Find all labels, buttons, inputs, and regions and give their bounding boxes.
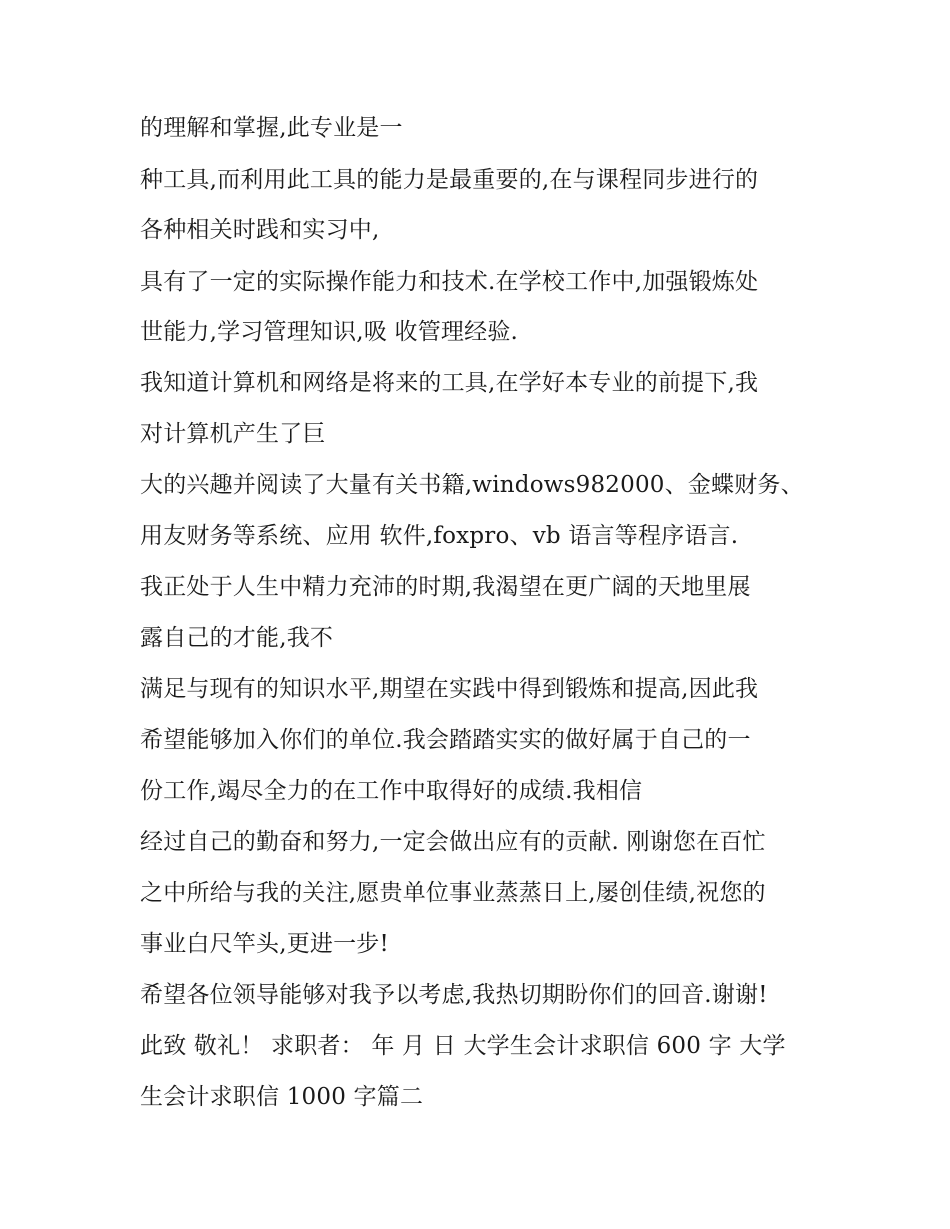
text-line: 的理解和掌握,此专业是一 (140, 115, 403, 141)
text-line: 世能力,学习管理知识,吸 收管理经验. (140, 319, 519, 345)
text-line: 露自己的才能,我不 (140, 625, 334, 651)
text-line: 种工具,而利用此工具的能力是最重要的,在与课程同步进行的 (140, 167, 759, 193)
text-line: 事业白尺竿头,更进一步! (140, 931, 389, 957)
text-line: 具有了一定的实际操作能力和技术.在学校工作中,加强锻炼处 (140, 269, 759, 295)
text-line: 此致 敬礼！ 求职者： 年 月 日 大学生会计求职信 600 字 大学 (140, 1033, 786, 1059)
text-line: 满足与现有的知识水平,期望在实践中得到锻炼和提高,因此我 (140, 676, 759, 702)
text-line: 希望各位领导能够对我予以考虑,我热切期盼你们的回音.谢谢! (140, 982, 768, 1008)
text-line: 各种相关时践和实习中, (140, 217, 380, 243)
text-line: 希望能够加入你们的单位.我会踏踏实实的做好属于自己的一 (140, 727, 751, 753)
text-line: 大的兴趣并阅读了大量有关书籍,windows982000、金蝶财务、 (140, 472, 804, 498)
text-line: 份工作,竭尽全力的在工作中取得好的成绩.我相信 (140, 778, 643, 804)
text-line: 生会计求职信 1000 字篇二 (140, 1084, 424, 1110)
text-line: 我知道计算机和网络是将来的工具,在学好本专业的前提下,我 (140, 370, 759, 396)
text-line: 用友财务等系统、应用 软件,foxpro、vb 语言等程序语言. (140, 523, 739, 549)
text-line: 对计算机产生了巨 (140, 421, 326, 447)
text-line: 经过自己的勤奋和努力,一定会做出应有的贡献. 刚谢您在百忙 (140, 829, 766, 855)
text-line: 之中所给与我的关注,愿贵单位事业蒸蒸日上,屡创佳绩,祝您的 (140, 880, 766, 906)
text-line: 我正处于人生中精力充沛的时期,我渴望在更广阔的天地里展 (140, 574, 751, 600)
